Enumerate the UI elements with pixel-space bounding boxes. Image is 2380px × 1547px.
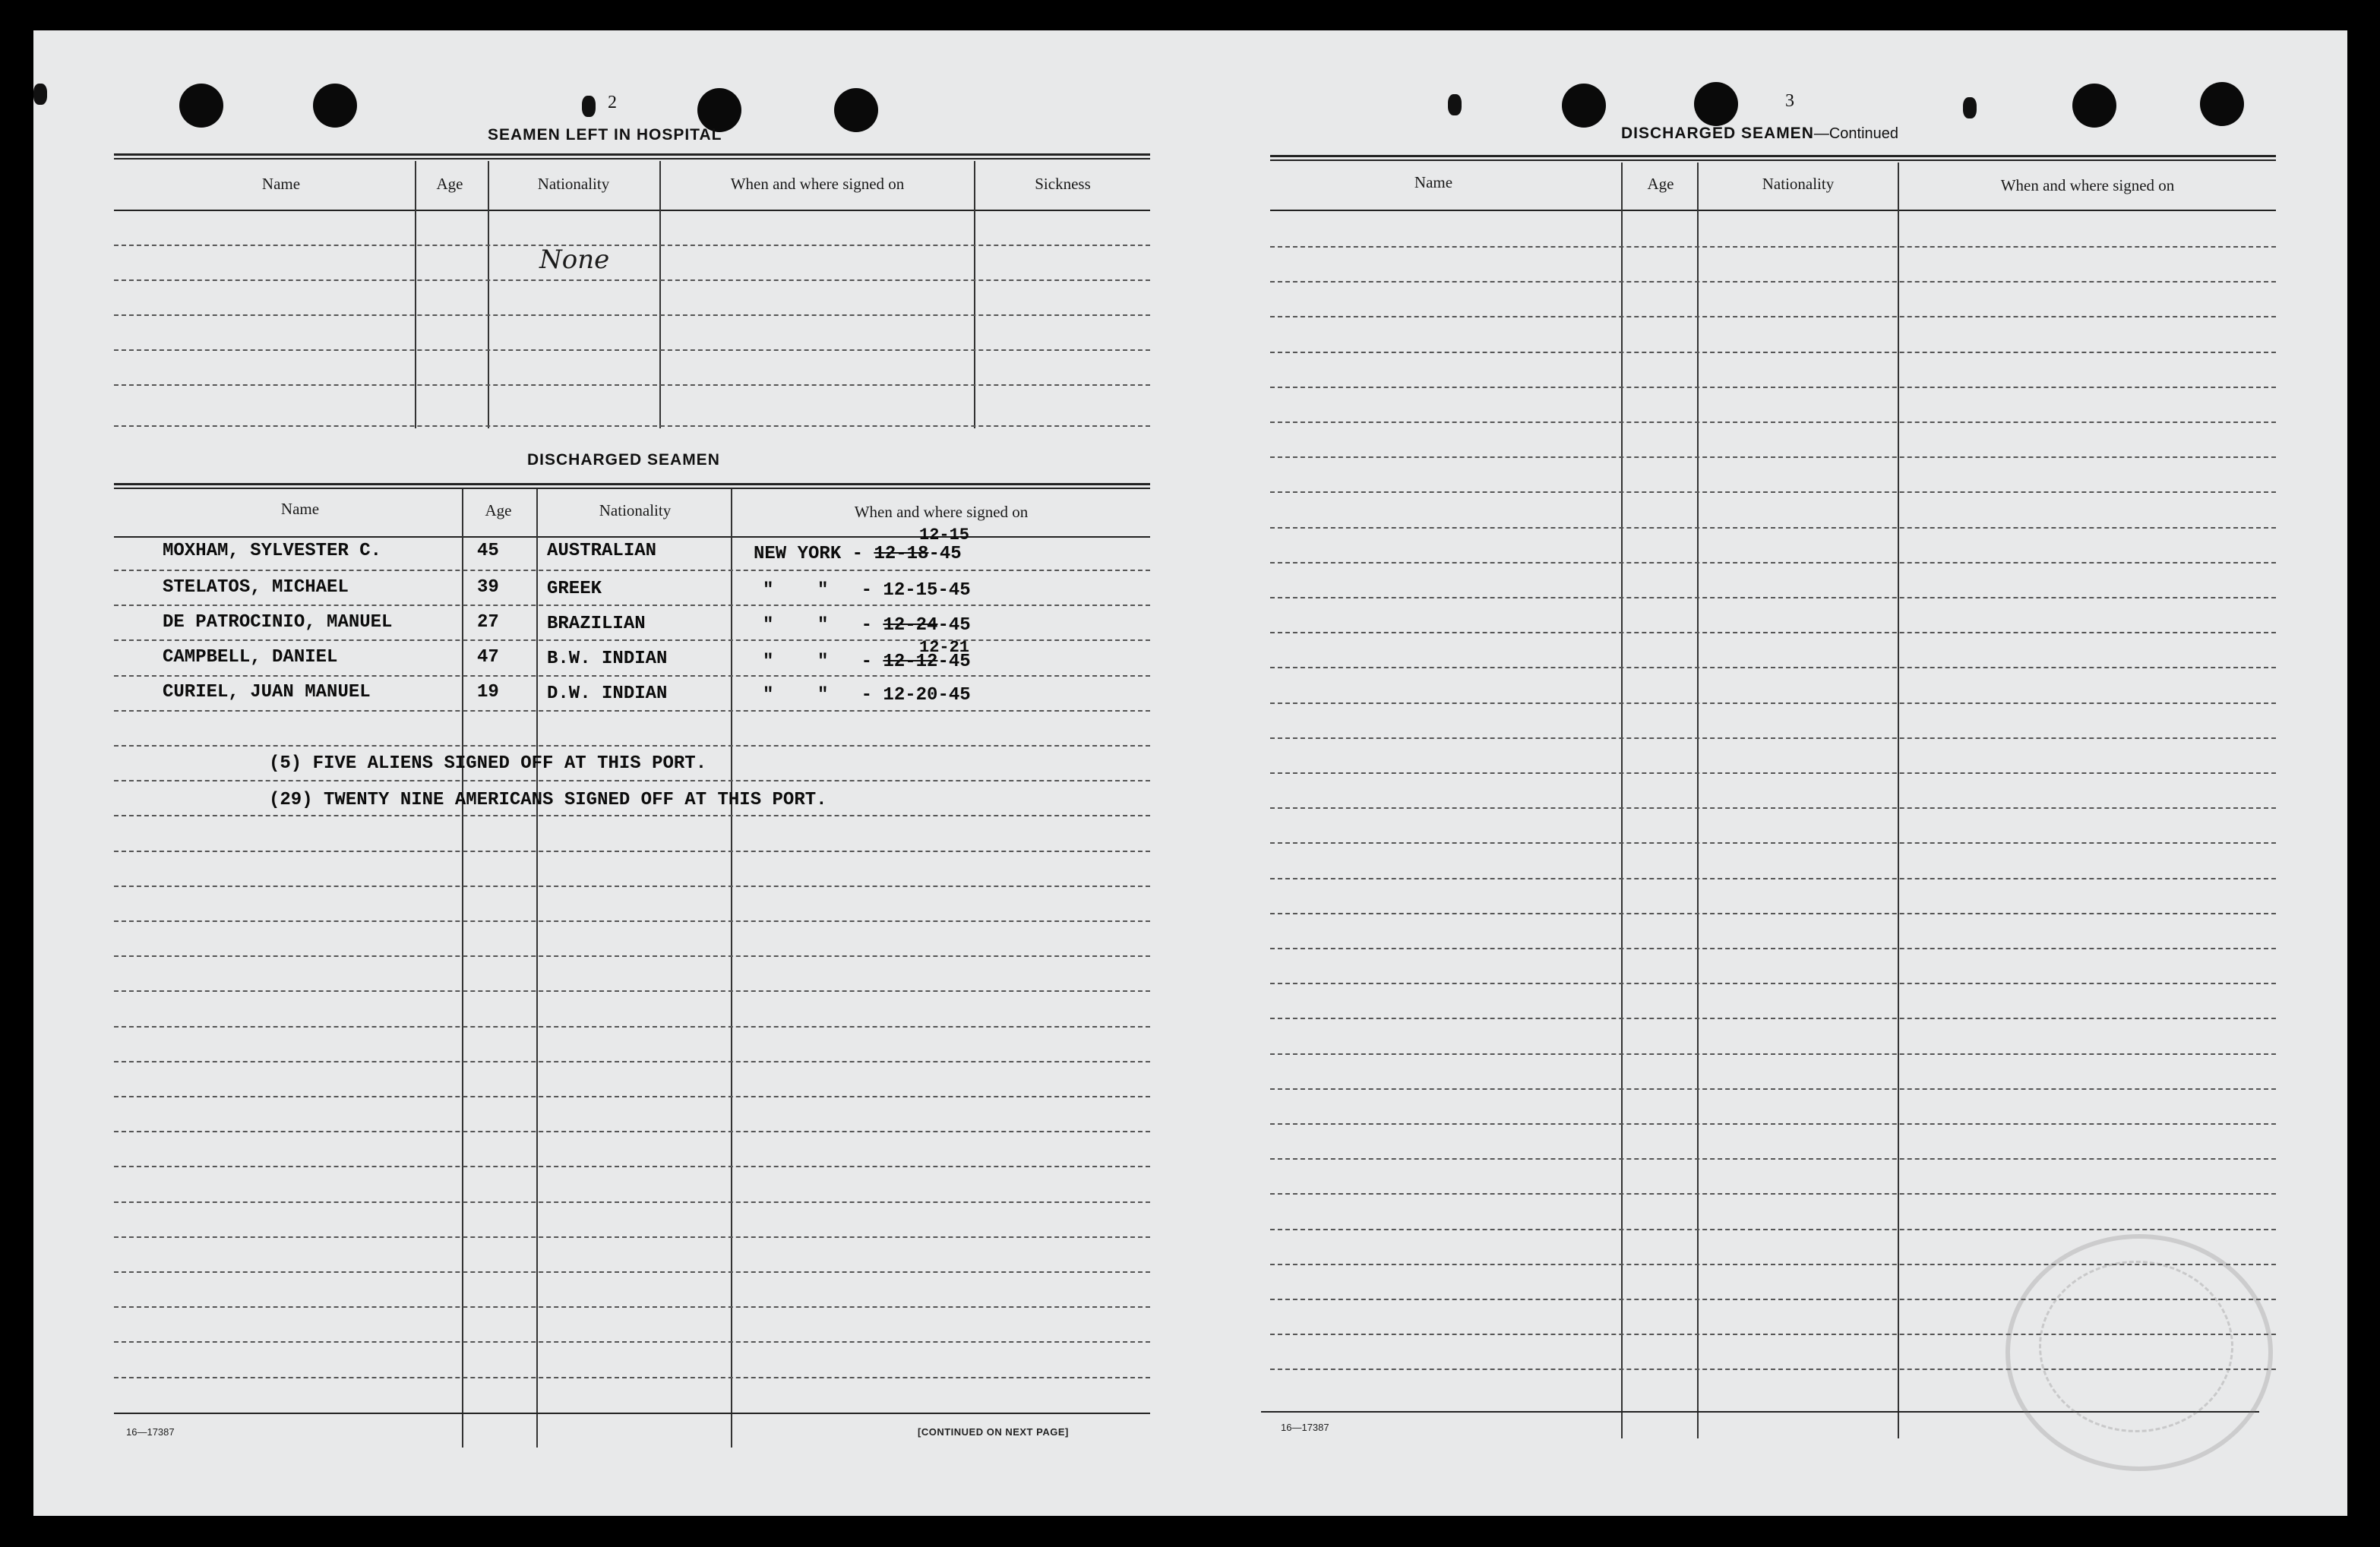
- entry-line: [1270, 456, 2276, 458]
- hospital-section-title: SEAMEN LEFT IN HOSPITAL: [488, 126, 722, 144]
- punch-hole: [2200, 82, 2244, 126]
- col-header-nationality: Nationality: [599, 501, 672, 519]
- signed-on-place: " " - 12-15-45: [763, 580, 971, 601]
- continued-note: [CONTINUED ON NEXT PAGE]: [918, 1426, 1069, 1438]
- entry-line: [114, 990, 1150, 992]
- entry-line: [1270, 246, 2276, 248]
- seaman-name: CAMPBELL, DANIEL: [163, 647, 338, 668]
- punch-hole: [834, 88, 878, 132]
- entry-line: [1270, 667, 2276, 668]
- col-header-nationality: Nationality: [1762, 175, 1835, 193]
- column-divider: [536, 489, 538, 1448]
- entry-line: [1270, 1018, 2276, 1019]
- entry-line: [114, 815, 1150, 816]
- column-divider: [1621, 163, 1623, 1438]
- entry-line: [114, 1377, 1150, 1378]
- entry-line: [1270, 597, 2276, 598]
- faded-stamp-inner: [2039, 1261, 2233, 1432]
- seaman-age: 27: [477, 612, 499, 633]
- discharged-continued-title: DISCHARGED SEAMEN—Continued: [1621, 125, 1899, 142]
- column-divider: [1697, 163, 1699, 1438]
- entry-line: [114, 955, 1150, 957]
- col-header-name: Name: [280, 500, 320, 518]
- col-header-name: Name: [1414, 173, 1453, 191]
- entry-line: [1270, 1053, 2276, 1055]
- punch-hole: [179, 84, 223, 128]
- entry-line: [114, 675, 1150, 677]
- entry-line: [114, 349, 1150, 351]
- column-divider: [731, 489, 732, 1448]
- entry-line: [1270, 983, 2276, 984]
- form-number: 16—17387: [1281, 1422, 1329, 1433]
- entry-line: [114, 384, 1150, 386]
- punch-hole: [313, 84, 357, 128]
- entry-line: [1270, 1123, 2276, 1125]
- seaman-nationality: BRAZILIAN: [547, 614, 646, 634]
- entry-line: [1270, 421, 2276, 423]
- entry-line: [114, 920, 1150, 922]
- col-header-signed-on: When and where signed on: [2000, 176, 2175, 194]
- form-number: 16—17387: [126, 1426, 175, 1438]
- column-divider: [659, 161, 661, 428]
- discharged-section-title: DISCHARGED SEAMEN: [527, 451, 720, 469]
- summary-americans: (29) TWENTY NINE AMERICANS SIGNED OFF AT THIS PORT.: [269, 790, 827, 810]
- entry-line: [114, 1096, 1150, 1097]
- entry-line: [114, 245, 1150, 246]
- entry-line: [114, 1131, 1150, 1132]
- col-header-age: Age: [436, 175, 463, 193]
- col-header-nationality: Nationality: [537, 175, 610, 193]
- header-rule: [1270, 159, 2276, 161]
- seaman-age: 39: [477, 577, 499, 598]
- header-rule: [114, 210, 1150, 211]
- column-divider: [1898, 163, 1899, 1438]
- col-header-name: Name: [261, 175, 301, 193]
- handwritten-entry: None: [539, 245, 610, 275]
- header-rule: [1270, 155, 2276, 157]
- seaman-nationality: B.W. INDIAN: [547, 649, 668, 669]
- entry-line: [114, 780, 1150, 781]
- entry-line: [114, 1341, 1150, 1343]
- entry-line: [114, 1026, 1150, 1028]
- entry-line: [114, 605, 1150, 606]
- entry-line: [114, 710, 1150, 712]
- seaman-nationality: GREEK: [547, 579, 602, 599]
- entry-line: [1270, 387, 2276, 388]
- entry-line: [1270, 281, 2276, 283]
- ink-blot: [1963, 97, 1977, 118]
- seaman-name: DE PATROCINIO, MANUEL: [163, 612, 393, 633]
- entry-line: [1270, 1088, 2276, 1090]
- seaman-nationality: D.W. INDIAN: [547, 684, 668, 704]
- entry-line: [1270, 842, 2276, 844]
- entry-line: [1270, 878, 2276, 879]
- entry-line: [114, 425, 1150, 427]
- entry-line: [1270, 316, 2276, 317]
- seaman-name: MOXHAM, SYLVESTER C.: [163, 541, 382, 561]
- entry-line: [1270, 948, 2276, 949]
- header-rule: [114, 158, 1150, 159]
- col-header-signed-on: When and where signed on: [854, 503, 1029, 521]
- col-header-age: Age: [1647, 175, 1674, 193]
- entry-line: [1270, 1193, 2276, 1195]
- entry-line: [1270, 913, 2276, 914]
- column-divider: [488, 161, 489, 428]
- ink-blot: [33, 84, 47, 105]
- corrected-date: 12-21: [919, 638, 970, 657]
- page-number: 3: [1785, 91, 1794, 111]
- signed-on-place: " " - 12-20-45: [763, 685, 971, 706]
- seaman-age: 19: [477, 682, 499, 702]
- header-rule: [114, 488, 1150, 489]
- seaman-age: 47: [477, 647, 499, 668]
- signed-on-place: " " - 12-12-45: [763, 652, 971, 672]
- entry-line: [1270, 632, 2276, 633]
- entry-line: [114, 745, 1150, 747]
- signed-on-place: " " - 12-24-45: [763, 615, 971, 636]
- entry-line: [1270, 1229, 2276, 1230]
- entry-line: [1270, 562, 2276, 564]
- seaman-age: 45: [477, 541, 499, 561]
- page-number: 2: [608, 93, 617, 112]
- seaman-nationality: AUSTRALIAN: [547, 541, 657, 561]
- entry-line: [114, 1201, 1150, 1203]
- entry-line: [114, 851, 1150, 852]
- signed-on-place: NEW YORK - 12-18-45: [754, 544, 962, 564]
- ink-blot: [1448, 94, 1462, 115]
- col-header-sickness: Sickness: [1035, 175, 1091, 193]
- punch-hole: [2072, 84, 2116, 128]
- entry-line: [1270, 807, 2276, 809]
- entry-line: [114, 1271, 1150, 1273]
- seaman-name: CURIEL, JUAN MANUEL: [163, 682, 371, 702]
- entry-line: [1270, 772, 2276, 774]
- entry-line: [114, 1166, 1150, 1167]
- summary-aliens: (5) FIVE ALIENS SIGNED OFF AT THIS PORT.: [269, 753, 707, 774]
- header-rule: [114, 483, 1150, 485]
- header-rule: [1270, 210, 2276, 211]
- seaman-name: STELATOS, MICHAEL: [163, 577, 349, 598]
- entry-line: [1270, 737, 2276, 739]
- entry-line: [1270, 352, 2276, 353]
- header-rule: [114, 153, 1150, 156]
- entry-line: [114, 1306, 1150, 1308]
- col-header-signed-on: When and where signed on: [730, 175, 905, 193]
- entry-line: [114, 886, 1150, 887]
- entry-line: [114, 314, 1150, 316]
- footer-rule: [114, 1413, 1150, 1414]
- entry-line: [1270, 527, 2276, 529]
- entry-line: [114, 279, 1150, 281]
- struck-date: 12-24: [883, 615, 938, 636]
- entry-line: [114, 1236, 1150, 1238]
- col-header-age: Age: [485, 501, 512, 519]
- punch-hole: [1562, 84, 1606, 128]
- header-rule: [114, 536, 1150, 538]
- entry-line: [114, 570, 1150, 571]
- struck-date: 12-12: [883, 652, 938, 672]
- entry-line: [1270, 491, 2276, 493]
- column-divider: [415, 161, 416, 428]
- entry-line: [114, 1061, 1150, 1062]
- column-divider: [974, 161, 975, 428]
- struck-date: 12-18: [874, 544, 929, 564]
- document-spread: [33, 30, 2347, 1516]
- punch-hole: [1694, 82, 1738, 126]
- entry-line: [1270, 702, 2276, 704]
- entry-line: [1270, 1158, 2276, 1160]
- entry-line: [114, 639, 1150, 641]
- ink-blot: [582, 96, 596, 117]
- column-divider: [462, 489, 463, 1448]
- corrected-date: 12-15: [919, 526, 970, 545]
